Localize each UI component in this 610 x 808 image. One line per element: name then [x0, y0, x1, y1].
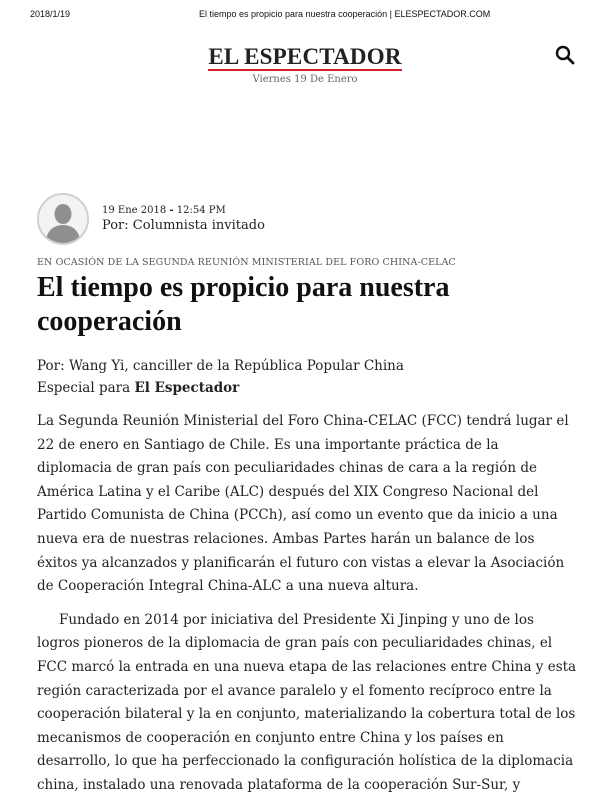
site-logo[interactable]: EL ESPECTADOR: [208, 44, 402, 69]
byline-author-link[interactable]: Columnista invitado: [132, 218, 265, 233]
special-outlet: El Espectador: [134, 380, 240, 396]
article-kicker: EN OCASIÓN DE LA SEGUNDA REUNIÓN MINISTERIAL DEL FORO CHINA-CELAC: [37, 257, 456, 268]
search-icon[interactable]: [555, 45, 575, 65]
masthead: [0, 46, 610, 85]
print-page-title: El tiempo es propicio para nuestra cooperación | ELESPECTADOR.COM: [199, 9, 491, 19]
article-datetime: [102, 205, 226, 216]
body-paragraph: Fundado en 2014 por iniciativa del Presidente Xi Jinping y uno de los logros pioneros de la diplomacia de gran país con peculiaridades chinas, el FCC marcó la entrada en una nueva etapa de las relaciones entre China y esta región caracterizada por el avance paralelo y el fomento recíproco entre la cooperación bilateral y la en conjunto, materializando la cobertura total de los mecanismos de cooperación en conjunto entre China y los países en desarrollo, lo que ha perfeccionado la configuración holística de la diplomacia china, instalado una renovada plataforma de la cooperación Sur-Sur, y: [37, 611, 577, 793]
author-avatar: [37, 193, 89, 245]
special-prefix: Especial para: [37, 380, 131, 396]
body-paragraph: La Segunda Reunión Ministerial del Foro China-CELAC (FCC) tendrá lugar el 22 de enero en Santiago de Chile. Es una importante práctica de la diplomacia de gran país con peculiaridades chinas de cara a la región de América Latina y el Caribe (ALC) después del XIX Congreso Nacional del Partido Comunista de China (PCCh), así como un evento que da inicio a una nueva era de nuestras relaciones. Ambas Partes harán un balance de los éxitos ya alcanzados y planificarán el futuro con vistas a elevar la Asociación de Cooperación Integral China-ALC a una nueva altura.: [37, 413, 569, 595]
article-body: [37, 410, 577, 808]
article-time: 12:54 PM: [176, 205, 226, 216]
edition-date: Viernes 19 De Enero: [252, 74, 358, 85]
article-headline: El tiempo es propicio para nuestra cooperación: [37, 272, 450, 337]
special-for-line: [37, 377, 239, 399]
byline-prefix: Por:: [102, 218, 129, 233]
print-date: 2018/1/19: [30, 9, 71, 19]
datetime-separator: -: [169, 205, 174, 216]
article-byline: [102, 218, 265, 233]
article-author-line: Por: Wang Yi, canciller de la República Popular China: [37, 358, 404, 374]
article-date: 19 Ene 2018: [102, 205, 167, 216]
print-header: [0, 9, 610, 23]
user-silhouette-icon: [39, 195, 87, 243]
